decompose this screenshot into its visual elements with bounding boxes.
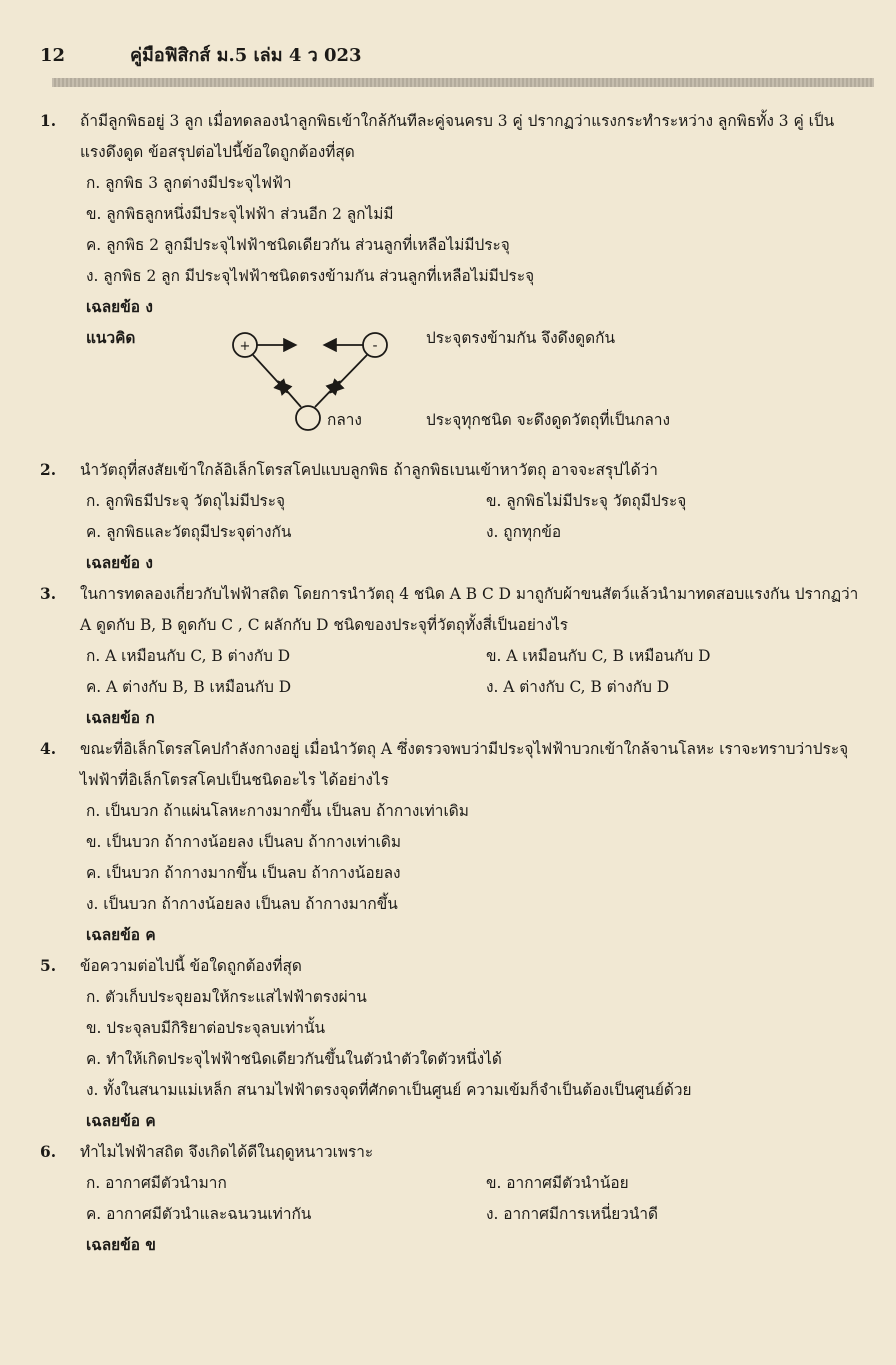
question-number: 6. — [40, 1143, 57, 1161]
header-rule — [52, 78, 874, 87]
answer: เฉลยข้อ ง — [86, 554, 153, 572]
concept-diagram — [80, 323, 866, 441]
concept-note-neutral: ประจุทุกชนิด จะดึงดูดวัตถุที่เป็นกลาง — [426, 411, 670, 429]
option: ข. ประจุลบมีกิริยาต่อประจุลบเท่านั้น — [86, 1019, 326, 1037]
option: ข. A เหมือนกับ C, B เหมือนกับ D — [486, 647, 711, 665]
minus-sign: - — [372, 338, 378, 354]
option: ง. เป็นบวก ถ้ากางน้อยลง เป็นลบ ถ้ากางมากขึ้น — [86, 895, 398, 913]
option: ง. A ต่างกับ C, B ต่างกับ D — [486, 678, 670, 696]
question-2 — [40, 455, 866, 579]
option: ง. ถูกทุกข้อ — [486, 523, 562, 541]
question-6 — [40, 1137, 866, 1261]
answer: เฉลยข้อ ง — [86, 298, 153, 316]
option: ค. ทำให้เกิดประจุไฟฟ้าชนิดเดียวกันขึ้นในตัวนำตัวใดตัวหนึ่งได้ — [86, 1050, 502, 1068]
question-stem: ทำไมไฟฟ้าสถิต จึงเกิดได้ดีในฤดูหนาวเพราะ — [80, 1143, 374, 1161]
option-row — [80, 1199, 866, 1230]
option: ข. อากาศมีตัวนำน้อย — [486, 1174, 629, 1192]
question-stem: ในการทดลองเกี่ยวกับไฟฟ้าสถิต โดยการนำวัตถุ 4 ชนิด A B C D มาถูกับผ้าขนสัตว์แล้วนำมาทดสอบแรงกัน ปรากฏว่า A ดูดกับ B, B ดูดกับ C , C ผลักกับ D ชนิดของประจุที่วัตถุทั้งสี่เป็นอย่างไร — [80, 585, 859, 634]
question-stem: นำวัตถุที่สงสัยเข้าใกล้อิเล็กโตรสโคปแบบลูกพิธ ถ้าลูกพิธเบนเข้าหาวัตถุ อาจจะสรุปได้ว่า — [80, 461, 658, 479]
page-header — [40, 40, 362, 70]
question-4 — [40, 734, 866, 951]
answer: เฉลยข้อ ก — [86, 709, 155, 727]
option: ข. ลูกพิธลูกหนึ่งมีประจุไฟฟ้า ส่วนอีก 2 ลูกไม่มี — [86, 205, 394, 223]
attraction-arrow — [315, 383, 338, 407]
option: ค. A ต่างกับ B, B เหมือนกับ D — [86, 678, 292, 696]
question-number: 2. — [40, 461, 57, 479]
option: ก. ลูกพิธ 3 ลูกต่างมีประจุไฟฟ้า — [86, 174, 292, 192]
question-number: 4. — [40, 740, 57, 758]
question-stem: ข้อความต่อไปนี้ ข้อใดถูกต้องที่สุด — [80, 957, 302, 975]
neutral-object — [296, 406, 320, 430]
question-5 — [40, 951, 866, 1137]
answer: เฉลยข้อ ค — [86, 1112, 156, 1130]
plus-sign: + — [239, 339, 251, 354]
page-number: 12 — [40, 45, 66, 66]
attraction-arrow — [280, 383, 301, 407]
option: ก. A เหมือนกับ C, B ต่างกับ D — [86, 647, 291, 665]
option: ข. เป็นบวก ถ้ากางน้อยลง เป็นลบ ถ้ากางเท่าเดิม — [86, 833, 402, 851]
option-row — [80, 641, 866, 672]
question-number: 3. — [40, 585, 57, 603]
option: ง. ทั้งในสนามแม่เหล็ก สนามไฟฟ้าตรงจุดที่ศักดาเป็นศูนย์ ความเข้มก็จำเป็นต้องเป็นศูนย์ด้วย — [86, 1081, 692, 1099]
charge-diagram — [220, 327, 420, 439]
answer: เฉลยข้อ ข — [86, 1236, 156, 1254]
option-row — [80, 486, 866, 517]
option: ง. อากาศมีการเหนี่ยวนำดี — [486, 1205, 659, 1223]
question-1 — [40, 106, 866, 441]
option-row — [80, 517, 866, 548]
option: ง. ลูกพิธ 2 ลูก มีประจุไฟฟ้าชนิดตรงข้ามกัน ส่วนลูกที่เหลือไม่มีประจุ — [86, 267, 535, 285]
option-row — [80, 1168, 866, 1199]
concept-note-opposite: ประจุตรงข้ามกัน จึงดึงดูดกัน — [426, 329, 616, 347]
book-title: คู่มือฟิสิกส์ ม.5 เล่ม 4 ว 023 — [130, 45, 362, 66]
concept-label: แนวคิด — [86, 329, 136, 347]
option: ค. ลูกพิธและวัตถุมีประจุต่างกัน — [86, 523, 292, 541]
attraction-arrow — [253, 355, 286, 391]
option-row — [80, 672, 866, 703]
neutral-label: กลาง — [327, 411, 362, 429]
answer: เฉลยข้อ ค — [86, 926, 156, 944]
attraction-arrow — [332, 355, 367, 391]
option: ค. อากาศมีตัวนำและฉนวนเท่ากัน — [86, 1205, 312, 1223]
option: ก. เป็นบวก ถ้าแผ่นโลหะกางมากขึ้น เป็นลบ ถ้ากางเท่าเดิม — [86, 802, 469, 820]
question-stem: ถ้ามีลูกพิธอยู่ 3 ลูก เมื่อทดลองนำลูกพิธเข้าใกล้กันทีละคู่จนครบ 3 คู่ ปรากฏว่าแรงกระทำระหว่าง ลูกพิธทั้ง 3 คู่ เป็นแรงดึงดูด ข้อสรุปต่อไปนี้ข้อใดถูกต้องที่สุด — [80, 112, 835, 161]
option: ค. เป็นบวก ถ้ากางมากขึ้น เป็นลบ ถ้ากางน้อยลง — [86, 864, 401, 882]
question-3 — [40, 579, 866, 734]
option: ก. อากาศมีตัวนำมาก — [86, 1174, 227, 1192]
option: ก. ลูกพิธมีประจุ วัตถุไม่มีประจุ — [86, 492, 286, 510]
option: ก. ตัวเก็บประจุยอมให้กระแสไฟฟ้าตรงผ่าน — [86, 988, 367, 1006]
option: ข. ลูกพิธไม่มีประจุ วัตถุมีประจุ — [486, 492, 687, 510]
question-number: 1. — [40, 112, 57, 130]
question-number: 5. — [40, 957, 57, 975]
option: ค. ลูกพิธ 2 ลูกมีประจุไฟฟ้าชนิดเดียวกัน ส่วนลูกที่เหลือไม่มีประจุ — [86, 236, 510, 254]
question-stem: ขณะที่อิเล็กโตรสโคปกำลังกางอยู่ เมื่อนำวัตถุ A ซึ่งตรวจพบว่ามีประจุไฟฟ้าบวกเข้าใกล้จานโลหะ เราจะทราบว่าประจุไฟฟ้าที่อิเล็กโตรสโคปเป็นชนิดอะไร ได้อย่างไร — [80, 740, 849, 789]
question-list — [40, 106, 866, 1261]
